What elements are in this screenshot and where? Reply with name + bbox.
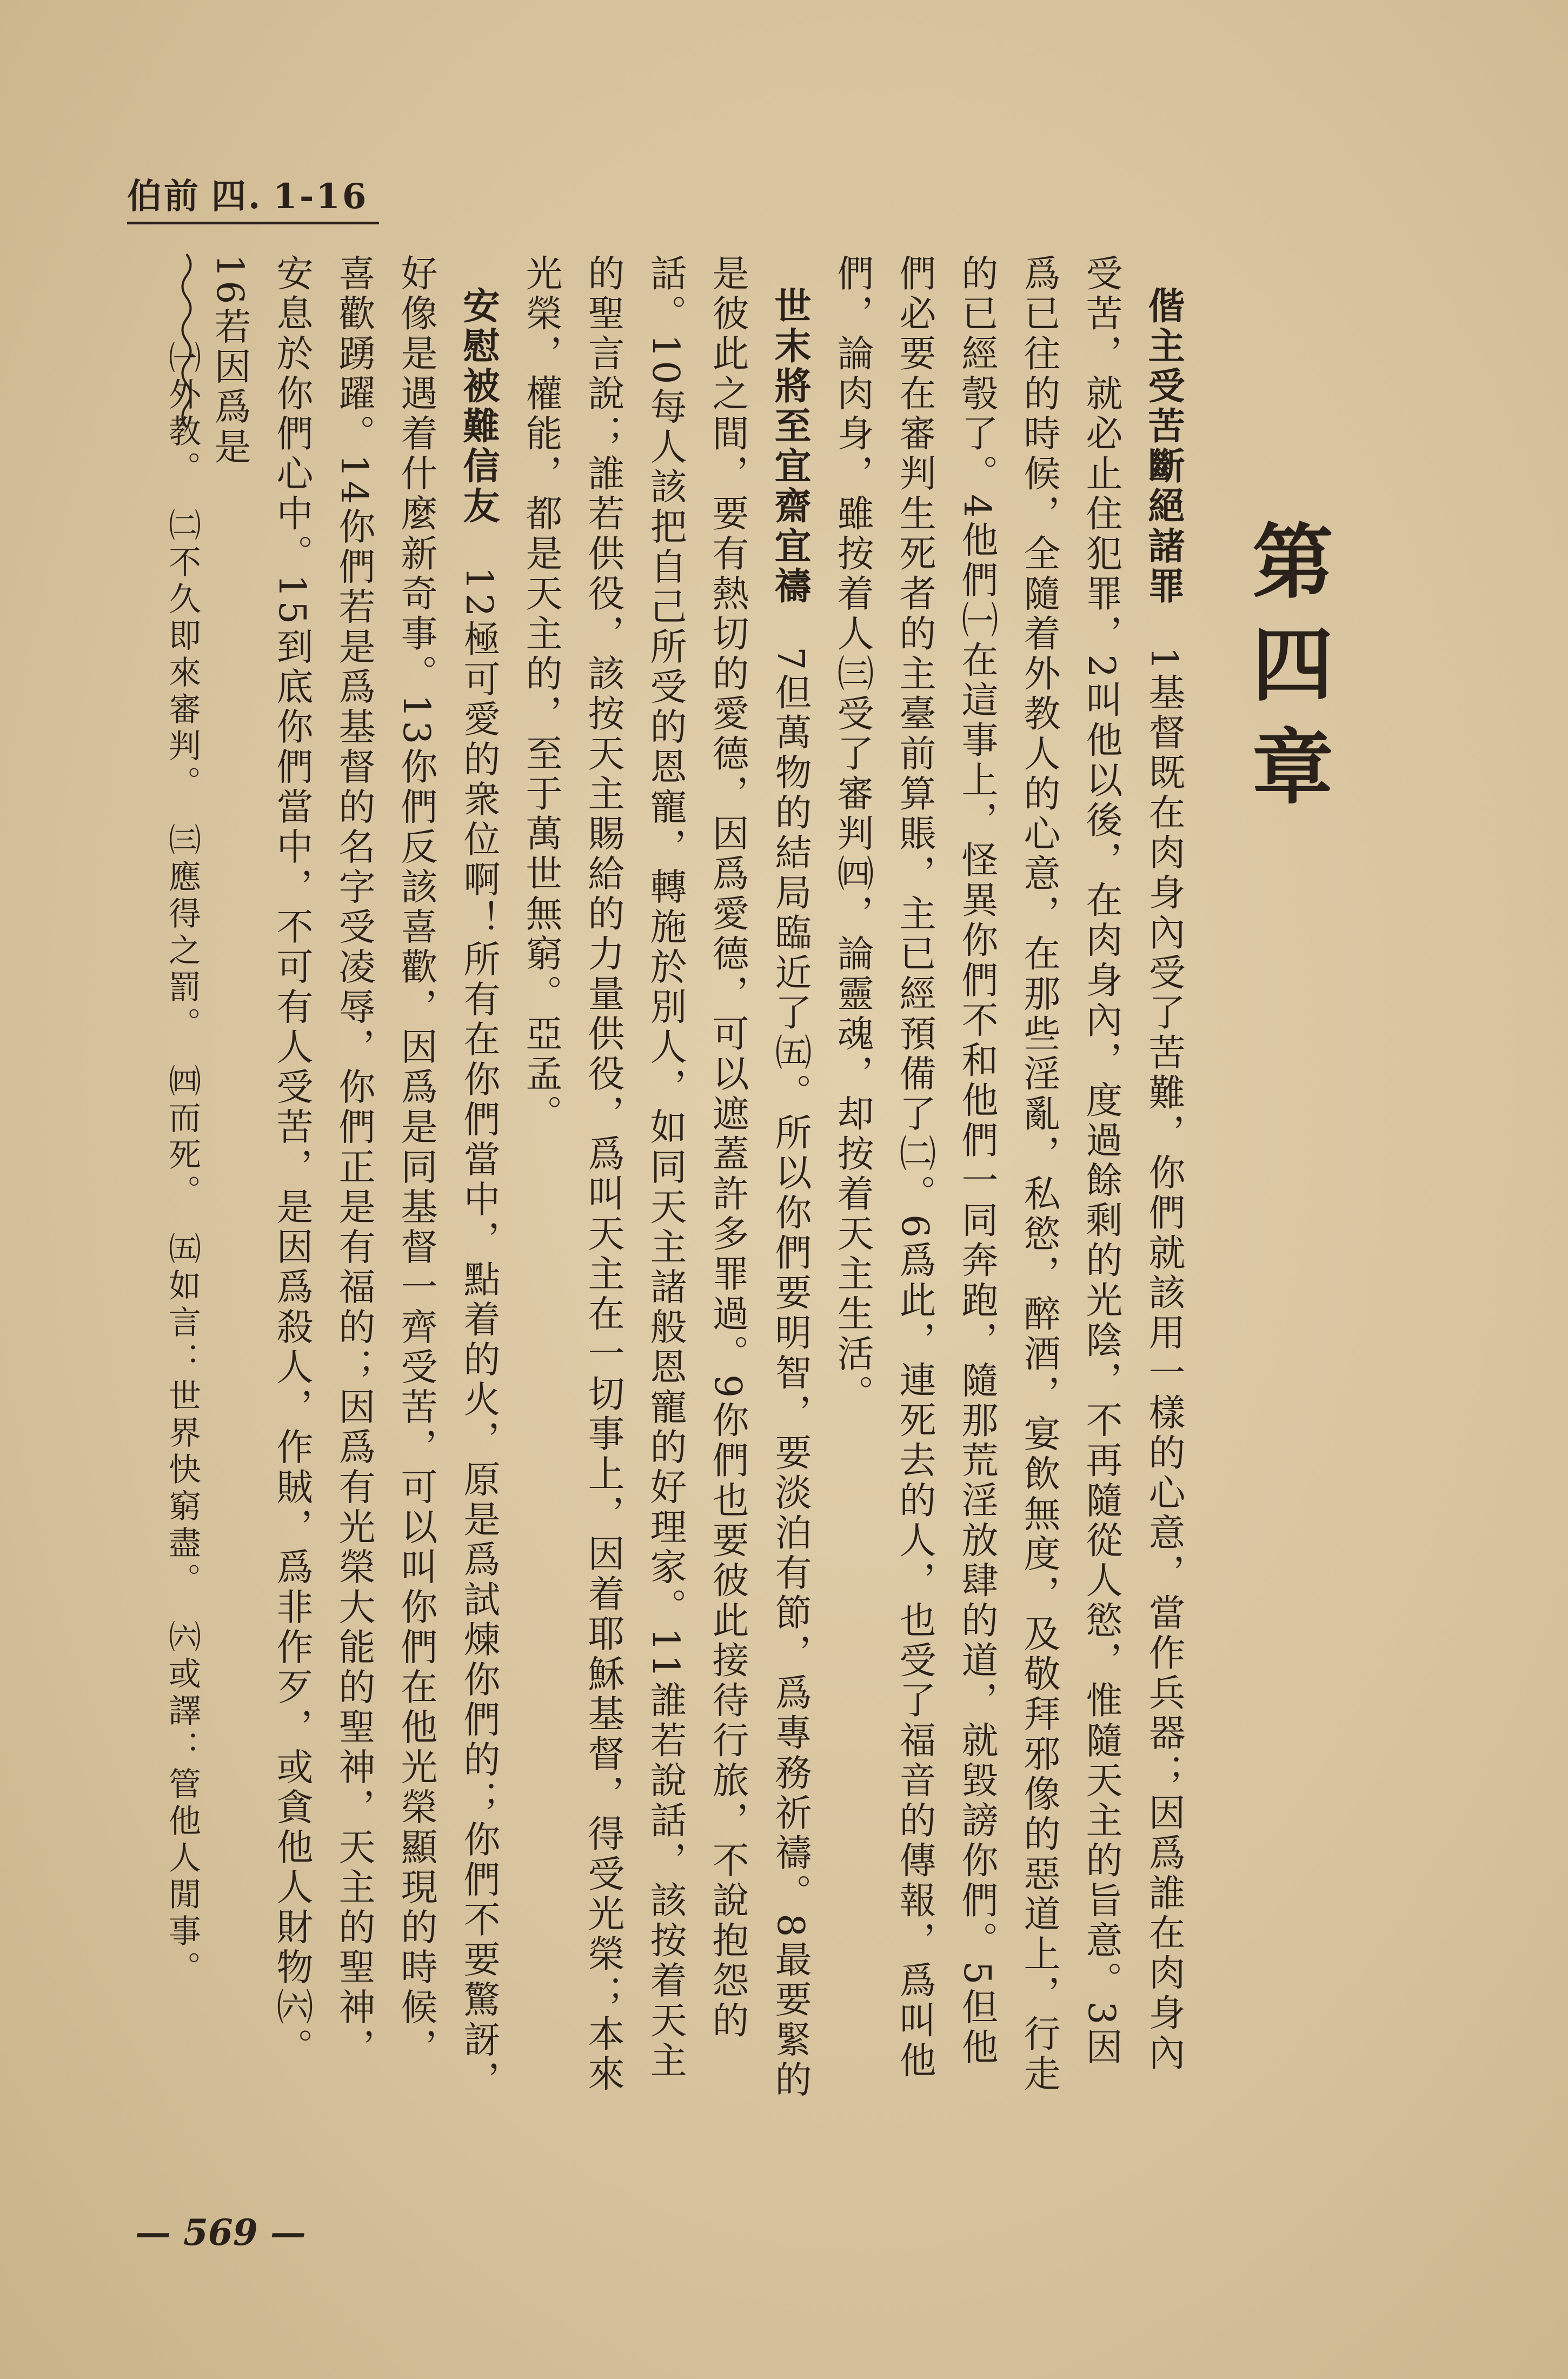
section-text: 12極可愛的衆位啊！所有在你們當中，點着的火，原是爲試煉你們的；你們不要驚訝，好像是遇着什麼新奇事。13你們反該喜歡，因爲是同基督一齊受苦，可以叫你們在他光榮顯現的時候，喜歡踴躍。14你們若是爲基督的名字受凌辱，你們正是有福的；因爲有光榮大能的聖神，天主的聖神，安息於你們心中。15到底你們當中，不可有人受苦，是因爲殺人，作賊，爲非作歹，或貪他人財物㈥。16若因爲是 (208, 254, 500, 2101)
book-abbrev: 伯前 (127, 176, 201, 217)
page-number: — 569 — (135, 2211, 306, 2254)
footnotes: ㈠外教。 ㈡不久即來審判。 ㈢應得之罰。 ㈣而死。 ㈤如言：世界快窮盡。 ㈥或譯：管他人閒事。 (163, 341, 201, 1988)
section-heading: 偕主受苦斷絕諸罪 (1142, 287, 1185, 607)
section-2 (510, 254, 821, 2103)
section-heading: 安慰被難信友 (457, 287, 500, 527)
chapter-body (208, 254, 1195, 2103)
verse-range: 1-16 (273, 176, 369, 217)
section-1 (821, 254, 1195, 2103)
section-heading: 世末將至宜齋宜禱 (768, 287, 812, 607)
chapter-title: 第四章 (1238, 519, 1333, 827)
running-header (127, 169, 379, 224)
section-3 (198, 254, 510, 2103)
section-text: 1基督既在肉身內受了苦難，你們就該用一樣的心意，當作兵器；因爲誰在肉身內受苦，就必止住犯罪，2叫他以後，在肉身內，度過餘剩的光陰，不再隨從人慾，惟隨天主的旨意。3因爲已往的時候，全隨着外教人的心意，在那些淫亂，私慾，醉酒，宴飲無度，及敬拜邪像的惡道上，行走的已經彀了。4他們㈠在這事上，怪異你們不和他們一同奔跑，隨那荒淫放肆的道，就毀謗你們。5但他們必要在審判生死者的主臺前算賬，主已經預備了㈡。6爲此，連死去的人，也受了福音的傳報，爲叫他們，論肉身，雖按着人㈢受了審判㈣，論靈魂，却按着天主生活。 (831, 254, 1185, 2095)
chapter-ref: 四. (211, 176, 263, 217)
section-text: 7但萬物的結局臨近了㈤。所以你們要明智，要淡泊有節，爲專務祈禱。8最要緊的是彼此之間，要有熱切的愛德，因爲愛德，可以遮蓋許多罪過。9你們也要彼此接待行旅，不說抱怨的話。10每人該把自己所受的恩寵，轉施於別人，如同天主諸般恩寵的好理家。11誰若說話，該按着天主的聖言說；誰若供役，該按天主賜給的力量供役，爲叫天主在一切事上，因着耶穌基督，得受光榮；本來光榮，權能，都是天主的，至于萬世無窮。亞孟。 (520, 254, 812, 2101)
